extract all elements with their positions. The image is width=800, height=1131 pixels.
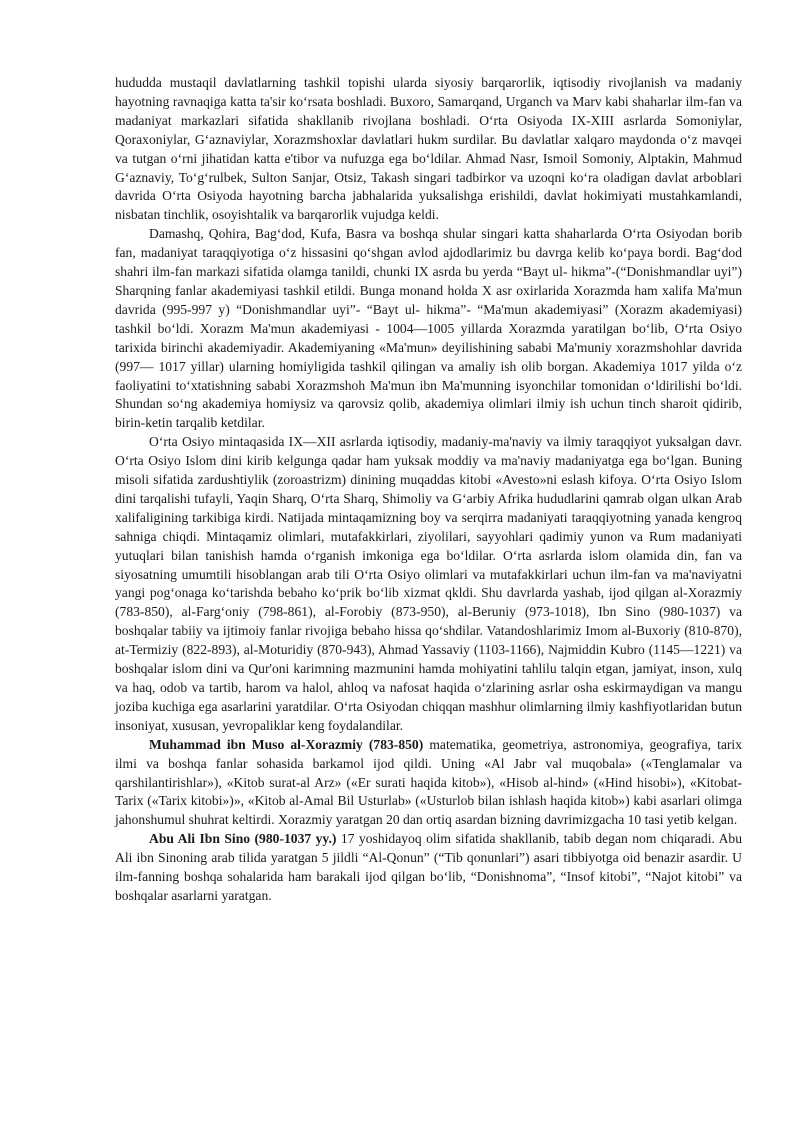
document-page bbox=[115, 74, 742, 906]
paragraph-lead-bold: Abu Ali Ibn Sino (980-1037 yy.) bbox=[149, 831, 337, 847]
paragraph-lead-bold: Muhammad ibn Muso al-Xorazmiy (783-850) bbox=[149, 736, 424, 752]
paragraph-text: Damashq, Qohira, Bag‘dod, Kufa, Basra va boshqa shular singari katta shaharlarda O‘rta Osiyodan borib fan, madaniyat taraqqiyotiga o‘z hissasini qo‘shgan avlod ajdodlarimiz bu davrga kelib ko‘paya bordi. Bag‘dod shahri ilm-fan markazi sifatida olamga tanildi, chunki IX asrda bu yerda “Bayt ul- hikma”-(“Donishmandlar uyi”) Sharqning fanlar akademiyasi tashkil etildi. Bunga monand holda X asr oxirlarida Xorazmda ham xalifa Ma'mun davrida (995-997 y) “Donishmandlar uyi”- “Bayt ul- hikma”- “Ma'mun akademiyasi” (Xorazm akademiyasi) tashkil bo‘ldi. Xorazm Ma'mun akademiyasi - 1004—1005 yillarda Xorazmda yaratilgan bo‘lib, O‘rta Osiyo tarixida birinchi akademiyadir. Akademiyaning «Ma'mun» deyilishining sababi Ma'muniy xorazmshohlar davrida (997— 1017 yillar) ularning homiyligida tashkil qilingan va amaliy ish olib borgan. Akademiya 1017 yilda o‘z faoliyatini to‘xtatishning sababi Xorazmshoh Ma'mun ibn Ma'munning isyonchilar tomonidan o‘ldirilishi bo‘ldi. Shundan so‘ng akademiya homiysiz va qarovsiz qolib, akademiya olimlari ilmiy ish uchun tinch sharoit qidirib, birin-ketin tarqalib ketdilar. bbox=[115, 226, 742, 431]
paragraph-text: matematika, geometriya, astronomiya, geografiya, tarix ilmi va boshqa fanlar sohasida barkamol ijod qildi. Uning «Al Jabr val muqobala» («Tenglamalar va qarshilantirishlar»), «Kitob surat-al Arz» («Er surati haqida kitob»), «Hisob al-hind» («Hind hisobi»), «Kitobat-Tarix («Tarix kitobi»)», «Kitob al-Amal Bil Usturlab» («Usturlob bilan ishlash haqida kitob») kabi asarlari olimga jahonshumul shuhrat keltirdi. Xorazmiy yaratgan 20 dan ortiq asardan bizning davrimizgacha 10 tasi yetib kelgan. bbox=[115, 736, 743, 828]
paragraph-text: O‘rta Osiyo mintaqasida IX—XII asrlarda iqtisodiy, madaniy-ma'naviy va ilmiy taraqqiyot yuksalgan davr. O‘rta Osiyo Islom dini kirib kelgunga qadar ham yuksak moddiy va ma'naviy madaniyatga ega bo‘lgan. Buning misoli sifatida zardushtiylik (zoroastrizm) dinining muqaddas kitobi «Avesto»ni eslash kifoya. O‘rta Osiyo Islom dini tarqalishi tufayli, Yaqin Sharq, O‘rta Sharq, Shimoliy va G‘arbiy Afrika hududlarini qamrab olgan ulkan Arab xalifaligining tarkibiga kirdi. Natijada mintaqamizning boy va serqirra madaniyati taraqqiyotning yanada kengroq sahniga chiqdi. Mintaqamiz olimlari, mutafakkirlari, ziyolilari, sayyohlari qadimiy yunon va Rum madaniyati yutuqlari bilan tanishish hamda o‘rganish imkoniga ega bo‘ldilar. O‘rta asrlarda islom olamida din, fan va siyosatning umumtili hisoblangan arab tili O‘rta Osiyo olimlari va mutafakkirlari uchun ilm-fan va ma'naviyatni yangi pog‘onaga ko‘tarishda bebaho ko‘prik bo‘lib xizmat qkldi. Shu davrlarda yashab, ijod qilgan al-Xorazmiy (783-850), al-Farg‘oniy (798-861), al-Forobiy (873-950), al-Beruniy (973-1018), Ibn Sino (980-1037) va boshqalar tabiiy va ijtimoiy fanlar rivojiga bebaho hissa qo‘shdilar. Vatandoshlarimiz Imom al-Buxoriy (810-870), at-Termiziy (822-893), al-Moturidiy (870-943), Ahmad Yassaviy (1103-1166), Najmiddin Kubro (1145—1221) va boshqalar islom dini va Qur'oni karimning mazmunini hamda mohiyatini tahlilu talqin etgan, jamiyat, inson, xulq va haq, odob va tartib, harom va halol, ahloq va nafosat haqida o‘zlarining asrlar osha eskirmaydigan va mangu joziba kuchiga ega asarlarini yaratdilar. O‘rta Osiyodan chiqqan mashhur olimlarning ilmiy kashfiyotlaridan butun insoniyat, xususan, yevropaliklar keng foydalandilar. bbox=[115, 434, 742, 733]
paragraph-ibn-sino bbox=[115, 830, 742, 906]
paragraph-text: 17 yoshidayoq olim sifatida shakllanib, tabib degan nom chiqaradi. Abu Ali ibn Sinoning arab tilida yaratgan 5 jildli “Al-Qonun” (“Tib qonunlari”) asari tibbiyotga oid benazir asardir. U ilm-fanning boshqa sohalarida ham barakali ijod qilgan bo‘lib, “Donishnoma”, “Insof kitobi”, “Najot kitobi” va boshqalar asarlarni yaratgan. bbox=[115, 831, 742, 903]
paragraph-states bbox=[115, 74, 742, 225]
paragraph-central-asia bbox=[115, 433, 742, 736]
paragraph-xorazmiy bbox=[115, 736, 742, 831]
paragraph-text: hududda mustaqil davlatlarning tashkil topishi ularda siyosiy barqarorlik, iqtisodiy rivojlanish va madaniy hayotning ravnaqiga katta ta'sir ko‘rsata boshladi. Buxoro, Samarqand, Urganch va Marv kabi shaharlar ilm-fan va madaniyat markazlari sifatida shakllanib rivojlana boshladi. O‘rta Osiyoda IX-XIII asrlarda Somoniylar, Qoraxoniylar, G‘aznaviylar, Xorazmshoxlar davlatlari hukm surdilar. Bu davlatlar xalqaro maydonda o‘z mavqei va tutgan o‘rni jihatidan katta e'tibor va nufuzga ega bo‘ldilar. Ahmad Nasr, Ismoil Somoniy, Alptakin, Mahmud G‘aznaviy, To‘g‘rulbek, Sulton Sanjar, Otsiz, Takash singari tadbirkor va uzoqni ko‘ra oladigan davlat arboblari davrida O‘rta Osiyoda hayotning barcha jabhalarida yuksalishga erishildi, davlat hokimiyati mustahkamlandi, nisbatan tinchlik, osoyishtalik va barqarorlik vujudga keldi. bbox=[115, 75, 742, 223]
paragraph-academy bbox=[115, 225, 742, 433]
